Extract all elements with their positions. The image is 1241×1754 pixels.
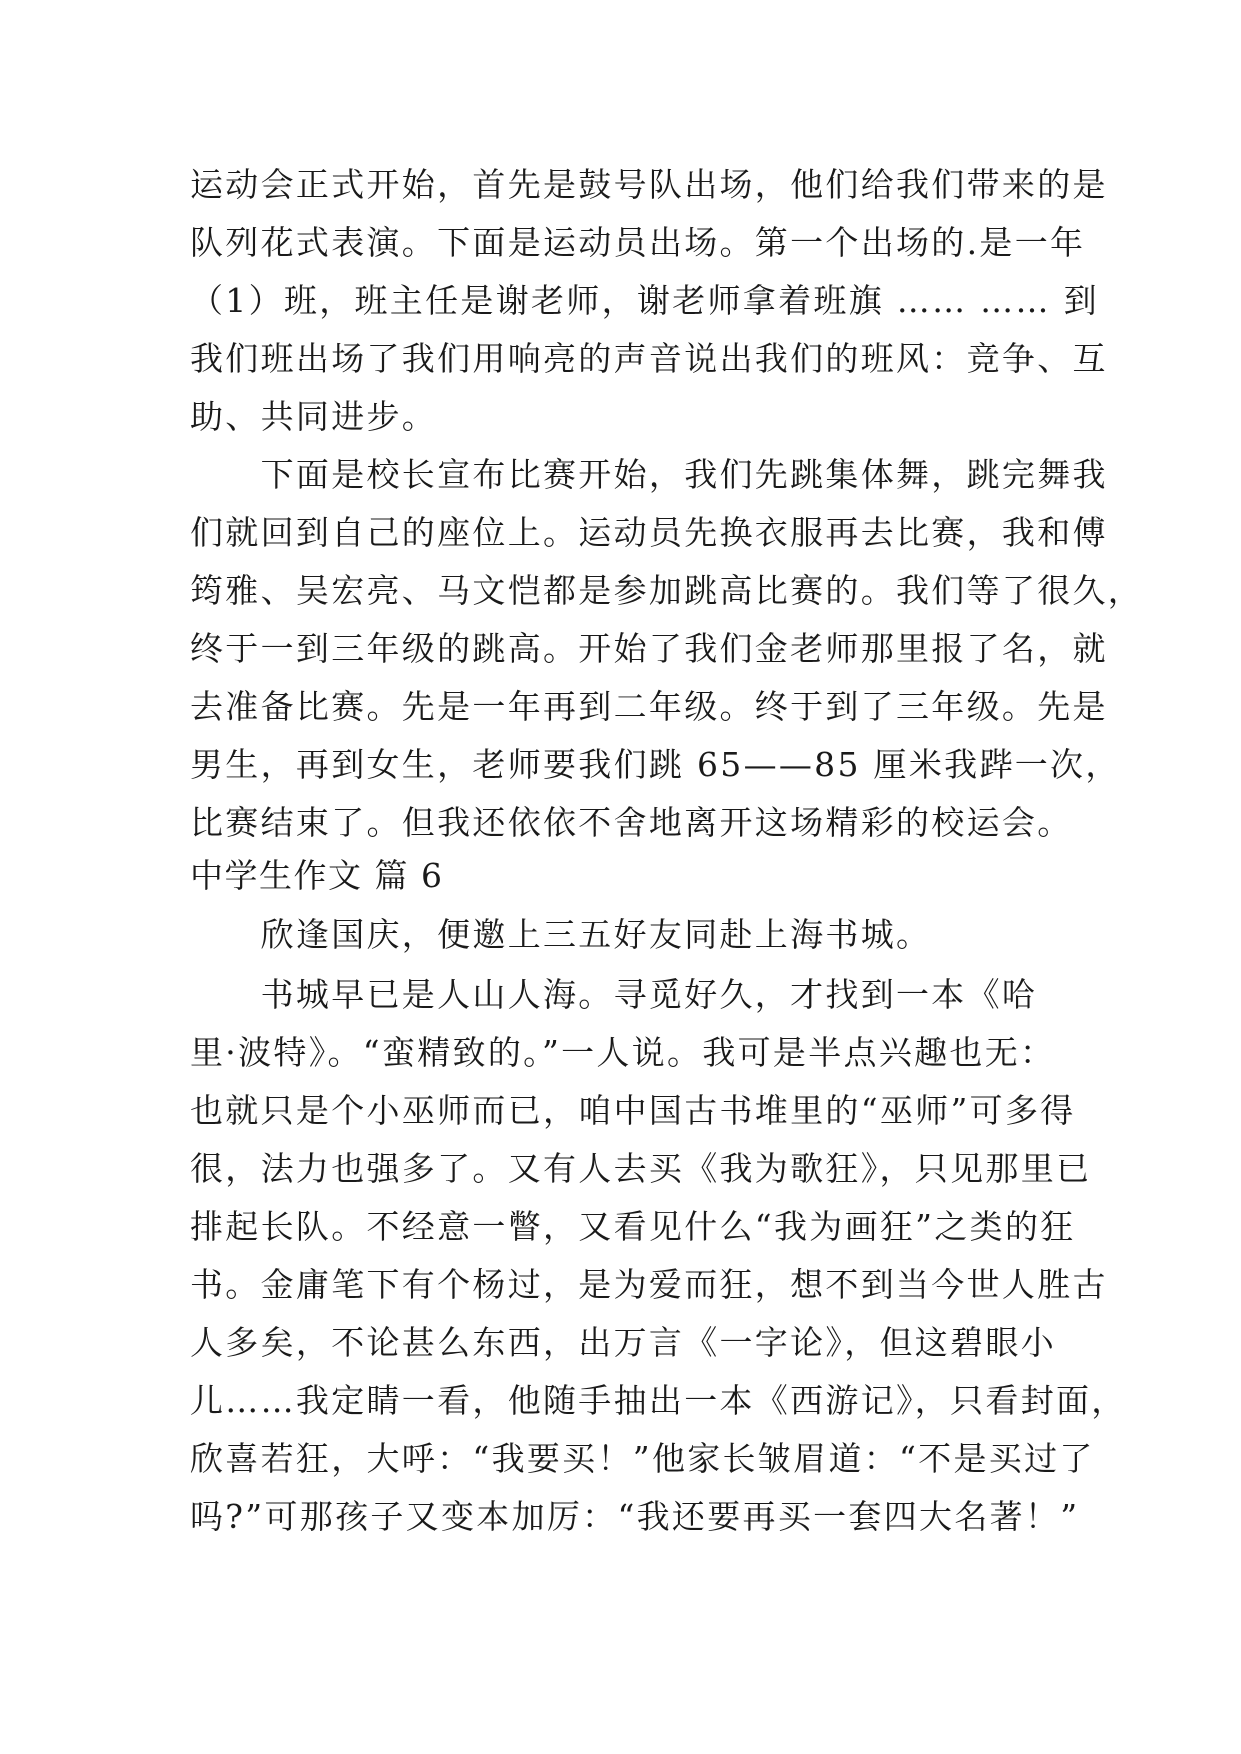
- text-line: 儿……我定睛一看，他随手抽出一本《西游记》，只看封面，: [190, 1381, 1127, 1420]
- text-line: 终于一到三年级的跳高。开始了我们金老师那里报了名，就: [190, 629, 1108, 668]
- text-line: 欣喜若狂，大呼：“我要买！”他家长皱眉道：“不是买过了: [190, 1439, 1095, 1478]
- text-line: 助、共同进步。: [190, 397, 438, 436]
- text-line: 排起长队。不经意一瞥，又看见什么“我为画狂”之类的狂: [190, 1207, 1076, 1246]
- text-line: 我们班出场了我们用响亮的声音说出我们的班风：竞争、互: [190, 339, 1108, 378]
- text-line: 人多矣，不论甚么东西，出万言《一字论》，但这碧眼小: [190, 1323, 1056, 1362]
- text-line: 欣逢国庆，便邀上三五好友同赴上海书城。: [190, 915, 932, 954]
- text-line: 运动会正式开始，首先是鼓号队出场，他们给我们带来的是: [190, 165, 1108, 204]
- text-line: 书城早已是人山人海。寻觅好久，才找到一本《哈: [190, 975, 1038, 1014]
- text-line: 们就回到自己的座位上。运动员先换衣服再去比赛，我和傅: [190, 513, 1108, 552]
- text-line: （1）班，班主任是谢老师，谢老师拿着班旗 …… …… 到: [190, 281, 1099, 320]
- text-line: 去准备比赛。先是一年再到二年级。终于到了三年级。先是: [190, 687, 1108, 726]
- text-line: 也就只是个小巫师而已，咱中国古书堆里的“巫师”可多得: [190, 1091, 1076, 1130]
- text-line: 很，法力也强多了。又有人去买《我为歌狂》，只见那里已: [190, 1149, 1092, 1188]
- text-line: 筠雅、吴宏亮、马文恺都是参加跳高比赛的。我们等了很久，: [190, 571, 1144, 610]
- text-line: 男生，再到女生，老师要我们跳 65——85 厘米我跸一次，: [190, 745, 1121, 784]
- section-heading: 中学生作文 篇 6: [190, 856, 444, 895]
- text-line: 吗?”可那孩子又变本加厉：“我还要再买一套四大名著！”: [190, 1497, 1080, 1536]
- text-line: 书。金庸笔下有个杨过，是为爱而狂，想不到当今世人胜古: [190, 1265, 1108, 1304]
- text-line: 比赛结束了。但我还依依不舍地离开这场精彩的校运会。: [190, 803, 1073, 842]
- text-line: 里·波特》。“蛮精致的。”一人说。我可是半点兴趣也无：: [190, 1033, 1056, 1072]
- text-line: 队列花式表演。下面是运动员出场。第一个出场的.是一年: [190, 223, 1086, 262]
- text-line: 下面是校长宣布比赛开始，我们先跳集体舞，跳完舞我: [190, 455, 1108, 494]
